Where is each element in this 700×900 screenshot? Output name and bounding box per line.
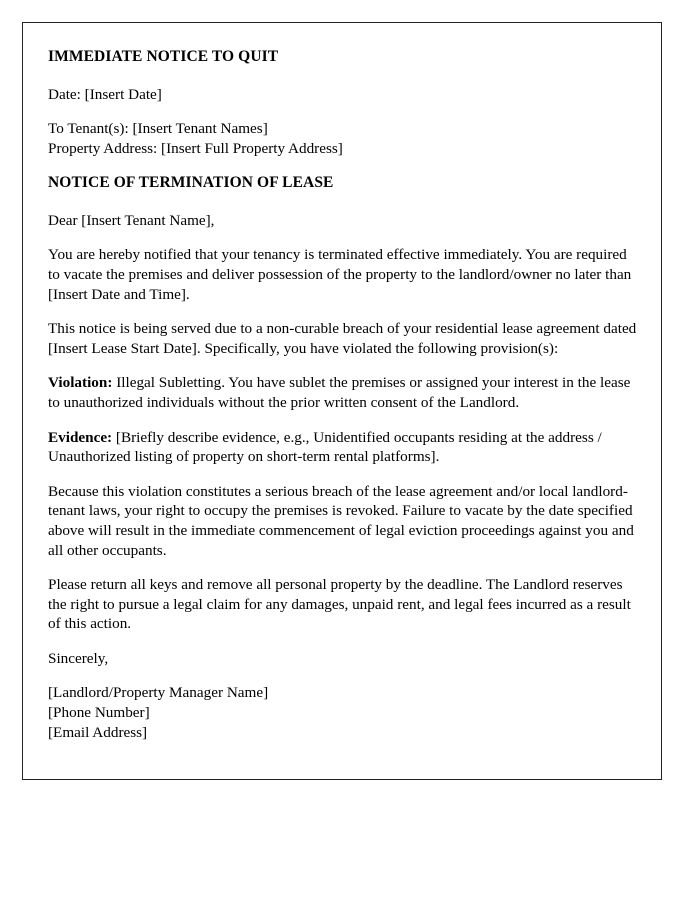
closing-sincerely: Sincerely, — [48, 649, 109, 667]
paragraph-consequences: Because this violation constitutes a serious breach of the lease agreement and/or local landlord-tenant laws, your right to occupy the premises is revoked. Failure to vacate by the date specified above will result in the immediate commencement of legal eviction proceedings against you and all other occupants. — [48, 482, 634, 559]
violation-label: Violation: — [48, 374, 113, 392]
tenant-line: To Tenant(s): [Insert Tenant Names] — [48, 120, 268, 138]
paragraph-breach-statement: This notice is being served due to a non-curable breach of your residential lease agreement dated [Insert Lease Start Date]. Specifically, you have violated the following provision(s): — [48, 320, 637, 357]
signature-name-line: [Landlord/Property Manager Name] — [48, 684, 269, 702]
evidence-text: [Briefly describe evidence, e.g., Unidentified occupants residing at the address / Unauthorized listing of property on short-term rental platforms]. — [48, 428, 602, 466]
paragraph-keys-and-property: Please return all keys and remove all personal property by the deadline. The Landlord reserves the right to pursue a legal claim for any damages, unpaid rent, and legal fees incurred as a result of this action. — [48, 576, 631, 633]
date-line: Date: [Insert Date] — [48, 85, 162, 103]
property-address-line: Property Address: [Insert Full Property Address] — [48, 139, 343, 157]
paragraph-evidence — [48, 428, 639, 467]
section-heading-termination: NOTICE OF TERMINATION OF LEASE — [48, 174, 334, 192]
document-title: IMMEDIATE NOTICE TO QUIT — [48, 48, 279, 65]
salutation: Dear [Insert Tenant Name], — [48, 211, 215, 229]
recipient-block — [48, 119, 639, 158]
document-body — [23, 23, 661, 742]
violation-text: Illegal Subletting. You have sublet the premises or assigned your interest in the lease to unauthorized individuals without the prior written consent of the Landlord. — [48, 374, 631, 411]
signature-block — [48, 683, 639, 742]
signature-phone-line: [Phone Number] — [48, 704, 150, 722]
paragraph-violation — [48, 373, 639, 412]
evidence-label: Evidence: — [48, 428, 113, 446]
signature-email-line: [Email Address] — [48, 723, 148, 741]
paragraph-notice-of-termination: You are hereby notified that your tenancy is terminated effective immediately. You are required to vacate the premises and deliver possession of the property to the landlord/owner no later than [Insert Date and Time]. — [48, 246, 632, 303]
document-page — [22, 22, 662, 780]
